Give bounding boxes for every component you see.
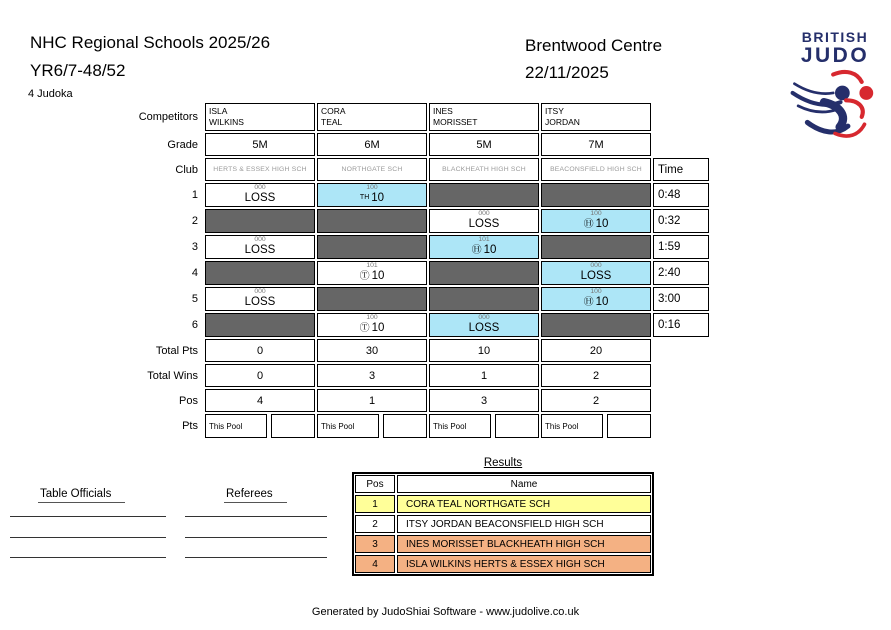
match-time-cell: 2:40 (653, 261, 709, 285)
category-title: YR6/7-48/52 (30, 61, 126, 80)
grade-cell: 5M (205, 133, 315, 156)
results-row (355, 495, 651, 513)
win-type-symbol: Ⓗ (471, 244, 482, 256)
result-pos-cell: 3 (355, 535, 395, 553)
match-score-cell (429, 209, 539, 233)
results-table (352, 472, 654, 576)
match-empty-cell (205, 261, 315, 285)
competitor-name-cell (541, 103, 651, 131)
signature-line (10, 537, 166, 538)
match-empty-cell (541, 235, 651, 259)
match-score-cell (205, 183, 315, 207)
this-pool-box: This Pool (205, 414, 267, 438)
british-judo-logo (783, 30, 887, 144)
match-result (584, 296, 609, 309)
spacer-cell (653, 133, 709, 156)
pts-empty-box (607, 414, 651, 438)
match-empty-cell (541, 183, 651, 207)
match-score-code: 000 (254, 236, 266, 243)
results-row (355, 515, 651, 533)
match-empty-cell (429, 261, 539, 285)
position-cell: 3 (429, 389, 539, 412)
total-wins-cell: 3 (317, 364, 427, 387)
row-label-pos: Pos (179, 394, 198, 407)
win-type-symbol: Ⓗ (583, 218, 594, 230)
competitor-first-name: CORA (321, 106, 346, 116)
match-number-label: 3 (191, 241, 198, 253)
match-result-label: 10 (371, 270, 385, 282)
competitor-name-cell (205, 103, 315, 131)
row-label-competitors: Competitors (138, 111, 198, 123)
competitor-first-name: ISLA (209, 106, 228, 116)
referees-label: Referees (224, 488, 287, 503)
match-time-cell: 0:16 (653, 313, 709, 337)
match-result (360, 192, 384, 205)
match-number-label: 5 (191, 293, 198, 305)
logo-text-judo: JUDO (800, 43, 870, 67)
match-result-label: LOSS (244, 192, 276, 204)
match-score-code: 000 (254, 288, 266, 295)
match-empty-cell (317, 209, 427, 233)
result-name-cell: INES MORISSET BLACKHEATH HIGH SCH (397, 535, 651, 553)
position-cell: 2 (541, 389, 651, 412)
logo-text-british: BRITISH (801, 29, 869, 45)
win-type-symbol: Ⓗ (583, 296, 594, 308)
match-empty-cell (205, 313, 315, 337)
match-result-label: LOSS (468, 218, 500, 230)
match-result-label: LOSS (580, 270, 612, 282)
match-time-cell: 0:48 (653, 183, 709, 207)
event-date: 22/11/2025 (525, 63, 609, 82)
result-name-cell: ISLA WILKINS HERTS & ESSEX HIGH SCH (397, 555, 651, 573)
match-score-code: 000 (254, 184, 266, 191)
match-score-cell (541, 209, 651, 233)
results-row (355, 555, 651, 573)
match-score-code: 100 (590, 288, 602, 295)
referees-section (224, 484, 287, 503)
competitor-last-name: TEAL (321, 117, 343, 128)
spacer-cell (653, 103, 709, 131)
grade-cell: 7M (541, 133, 651, 156)
results-title: Results (483, 457, 523, 469)
match-time-cell: 3:00 (653, 287, 709, 311)
match-score-code: 100 (366, 314, 378, 321)
row-label-pts: Pts (182, 420, 198, 432)
match-score-code: 101 (478, 236, 490, 243)
results-pos-header: Pos (355, 475, 395, 493)
match-result-label: 10 (595, 218, 609, 230)
total-wins-cell: 0 (205, 364, 315, 387)
total-wins-cell: 2 (541, 364, 651, 387)
result-name-cell: CORA TEAL NORTHGATE SCH (397, 495, 651, 513)
club-cell: HERTS & ESSEX HIGH SCH (205, 158, 315, 181)
match-empty-cell (429, 183, 539, 207)
match-empty-cell (429, 287, 539, 311)
match-result (245, 296, 276, 309)
match-score-code: 000 (478, 314, 490, 321)
result-pos-cell: 4 (355, 555, 395, 573)
match-result (581, 270, 612, 283)
match-number-label: 1 (191, 189, 198, 201)
result-pos-cell: 1 (355, 495, 395, 513)
total-pts-cell: 0 (205, 339, 315, 362)
match-empty-cell (317, 235, 427, 259)
match-score-cell (205, 287, 315, 311)
match-time-cell: 1:59 (653, 235, 709, 259)
match-score-code: 101 (366, 262, 378, 269)
competitor-name-cell (317, 103, 427, 131)
total-wins-cell: 1 (429, 364, 539, 387)
pts-cell-group (429, 414, 539, 438)
pts-cell-group (205, 414, 315, 438)
row-label-grade: Grade (167, 138, 198, 151)
competitor-last-name: JORDAN (545, 117, 580, 128)
match-result (469, 322, 500, 335)
result-pos-cell: 2 (355, 515, 395, 533)
signature-line (185, 516, 327, 517)
this-pool-box: This Pool (429, 414, 491, 438)
match-score-cell (317, 183, 427, 207)
spacer-cell (653, 414, 709, 438)
result-name-cell: ITSY JORDAN BEACONSFIELD HIGH SCH (397, 515, 651, 533)
match-result-label: 10 (595, 296, 609, 308)
match-number-label: 4 (191, 267, 198, 279)
row-label-total-wins: Total Wins (147, 369, 198, 382)
signature-line (185, 537, 327, 538)
match-result (469, 218, 500, 231)
win-type-symbol: Ⓣ (359, 322, 370, 334)
this-pool-box: This Pool (541, 414, 603, 438)
table-officials-section (38, 484, 125, 503)
competitor-last-name: MORISSET (433, 117, 478, 128)
match-score-code: 000 (590, 262, 602, 269)
match-empty-cell (317, 287, 427, 311)
signature-line (185, 557, 327, 558)
match-score-cell (429, 313, 539, 337)
total-pts-cell: 10 (429, 339, 539, 362)
pts-cell-group (541, 414, 651, 438)
this-pool-box: This Pool (317, 414, 379, 438)
grade-cell: 5M (429, 133, 539, 156)
pts-empty-box (383, 414, 427, 438)
match-score-cell (541, 261, 651, 285)
match-result-label: LOSS (244, 244, 276, 256)
match-result-label: LOSS (468, 322, 500, 334)
match-result (245, 244, 276, 257)
position-cell: 1 (317, 389, 427, 412)
match-score-code: 100 (590, 210, 602, 217)
venue-name: Brentwood Centre (525, 36, 663, 55)
match-empty-cell (541, 313, 651, 337)
win-type-symbol: TH (359, 194, 370, 202)
total-pts-cell: 20 (541, 339, 651, 362)
competitor-first-name: INES (433, 106, 453, 116)
footer-credit: Generated by JudoShiai Software - www.judolive.co.uk (311, 606, 580, 618)
spacer-cell (653, 364, 709, 387)
position-cell: 4 (205, 389, 315, 412)
spacer-cell (653, 389, 709, 412)
match-result (360, 270, 385, 283)
club-cell: BEACONSFIELD HIGH SCH (541, 158, 651, 181)
competitor-name-cell (429, 103, 539, 131)
match-result (472, 244, 497, 257)
time-column-header: Time (653, 158, 709, 181)
win-type-symbol: Ⓣ (359, 270, 370, 282)
match-result-label: 10 (371, 192, 385, 204)
match-time-cell: 0:32 (653, 209, 709, 233)
results-header-row (355, 475, 651, 493)
judoka-count: 4 Judoka (28, 88, 73, 100)
club-cell: NORTHGATE SCH (317, 158, 427, 181)
club-cell: BLACKHEATH HIGH SCH (429, 158, 539, 181)
match-result-label: 10 (371, 322, 385, 334)
pts-empty-box (271, 414, 315, 438)
match-result (245, 192, 276, 205)
match-empty-cell (205, 209, 315, 233)
match-score-code: 000 (478, 210, 490, 217)
spacer-cell (653, 339, 709, 362)
pts-empty-box (495, 414, 539, 438)
match-number-label: 6 (191, 319, 198, 331)
signature-line (10, 516, 166, 517)
event-title: NHC Regional Schools 2025/26 (30, 33, 271, 52)
row-label-total-pts: Total Pts (155, 344, 198, 357)
table-officials-label: Table Officials (38, 488, 125, 503)
grade-cell: 6M (317, 133, 427, 156)
match-score-cell (317, 313, 427, 337)
match-result-label: LOSS (244, 296, 276, 308)
match-score-cell (541, 287, 651, 311)
match-score-code: 100 (366, 184, 378, 191)
match-number-label: 2 (191, 215, 198, 227)
row-label-club: Club (175, 163, 198, 176)
results-name-header: Name (397, 475, 651, 493)
match-result (584, 218, 609, 231)
pts-cell-group (317, 414, 427, 438)
match-result (360, 322, 385, 335)
pool-score-table (131, 103, 709, 438)
signature-line (10, 557, 166, 558)
match-score-cell (317, 261, 427, 285)
match-score-cell (205, 235, 315, 259)
match-score-cell (429, 235, 539, 259)
competitor-first-name: ITSY (545, 106, 564, 116)
judoka-figure-icon (789, 69, 881, 139)
competitor-last-name: WILKINS (209, 117, 244, 128)
total-pts-cell: 30 (317, 339, 427, 362)
match-result-label: 10 (483, 244, 497, 256)
results-row (355, 535, 651, 553)
